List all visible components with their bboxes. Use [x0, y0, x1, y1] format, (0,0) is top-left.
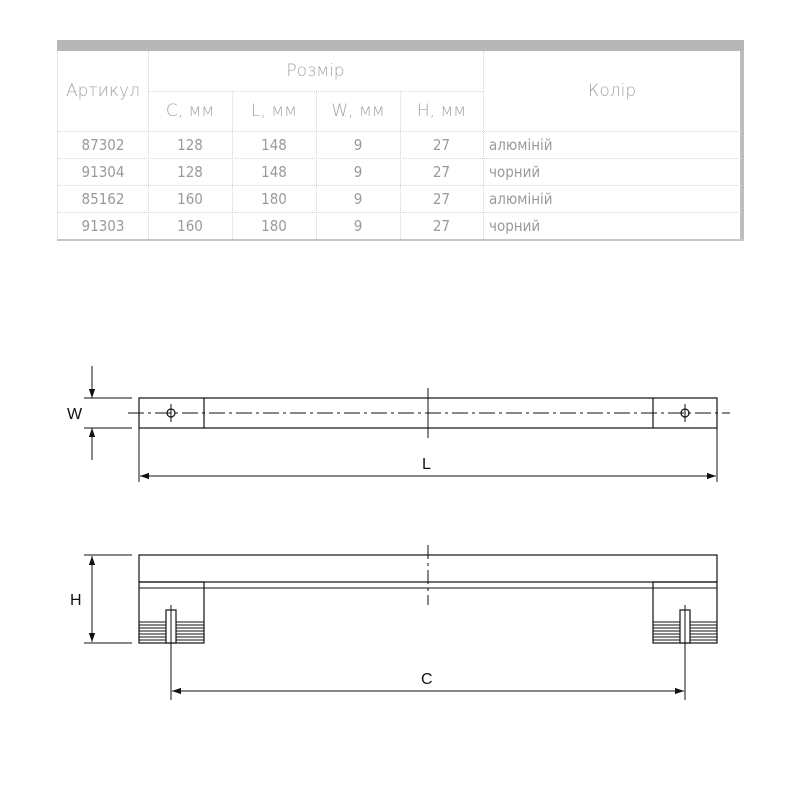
- h-label: H: [70, 592, 82, 609]
- cell-article: 91304: [81, 162, 125, 181]
- cell-article: 85162: [81, 189, 125, 208]
- top-view: [84, 366, 730, 482]
- cell-h: 27: [432, 189, 451, 208]
- cell-l: 148: [261, 135, 287, 154]
- cell-color: алюміній: [489, 189, 553, 208]
- c-label: C: [421, 671, 433, 688]
- cell-w: 9: [353, 162, 363, 181]
- header-color: Колір: [587, 81, 637, 101]
- cell-article: 91303: [81, 216, 125, 235]
- cell-l: 180: [261, 216, 287, 235]
- side-view: [84, 545, 717, 700]
- cell-c: 128: [177, 162, 203, 181]
- header-h: H, мм: [416, 101, 467, 121]
- cell-color: алюміній: [489, 135, 553, 154]
- cell-w: 9: [353, 135, 363, 154]
- cell-h: 27: [432, 135, 451, 154]
- cell-c: 160: [177, 189, 203, 208]
- l-label: L: [422, 456, 431, 473]
- cell-l: 180: [261, 189, 287, 208]
- cell-c: 160: [177, 216, 203, 235]
- w-label: W: [67, 406, 83, 423]
- cell-l: 148: [261, 162, 287, 181]
- cell-c: 128: [177, 135, 203, 154]
- cell-h: 27: [432, 216, 451, 235]
- header-c: C, мм: [165, 101, 215, 121]
- header-size: Розмір: [286, 61, 345, 81]
- header-l: L, мм: [251, 101, 297, 121]
- cell-article: 87302: [81, 135, 125, 154]
- cell-color: чорний: [489, 162, 541, 181]
- cell-w: 9: [353, 216, 363, 235]
- cell-h: 27: [432, 162, 451, 181]
- header-w: W, мм: [331, 101, 385, 121]
- cell-w: 9: [353, 189, 363, 208]
- header-article: Артикул: [66, 81, 140, 101]
- cell-color: чорний: [489, 216, 541, 235]
